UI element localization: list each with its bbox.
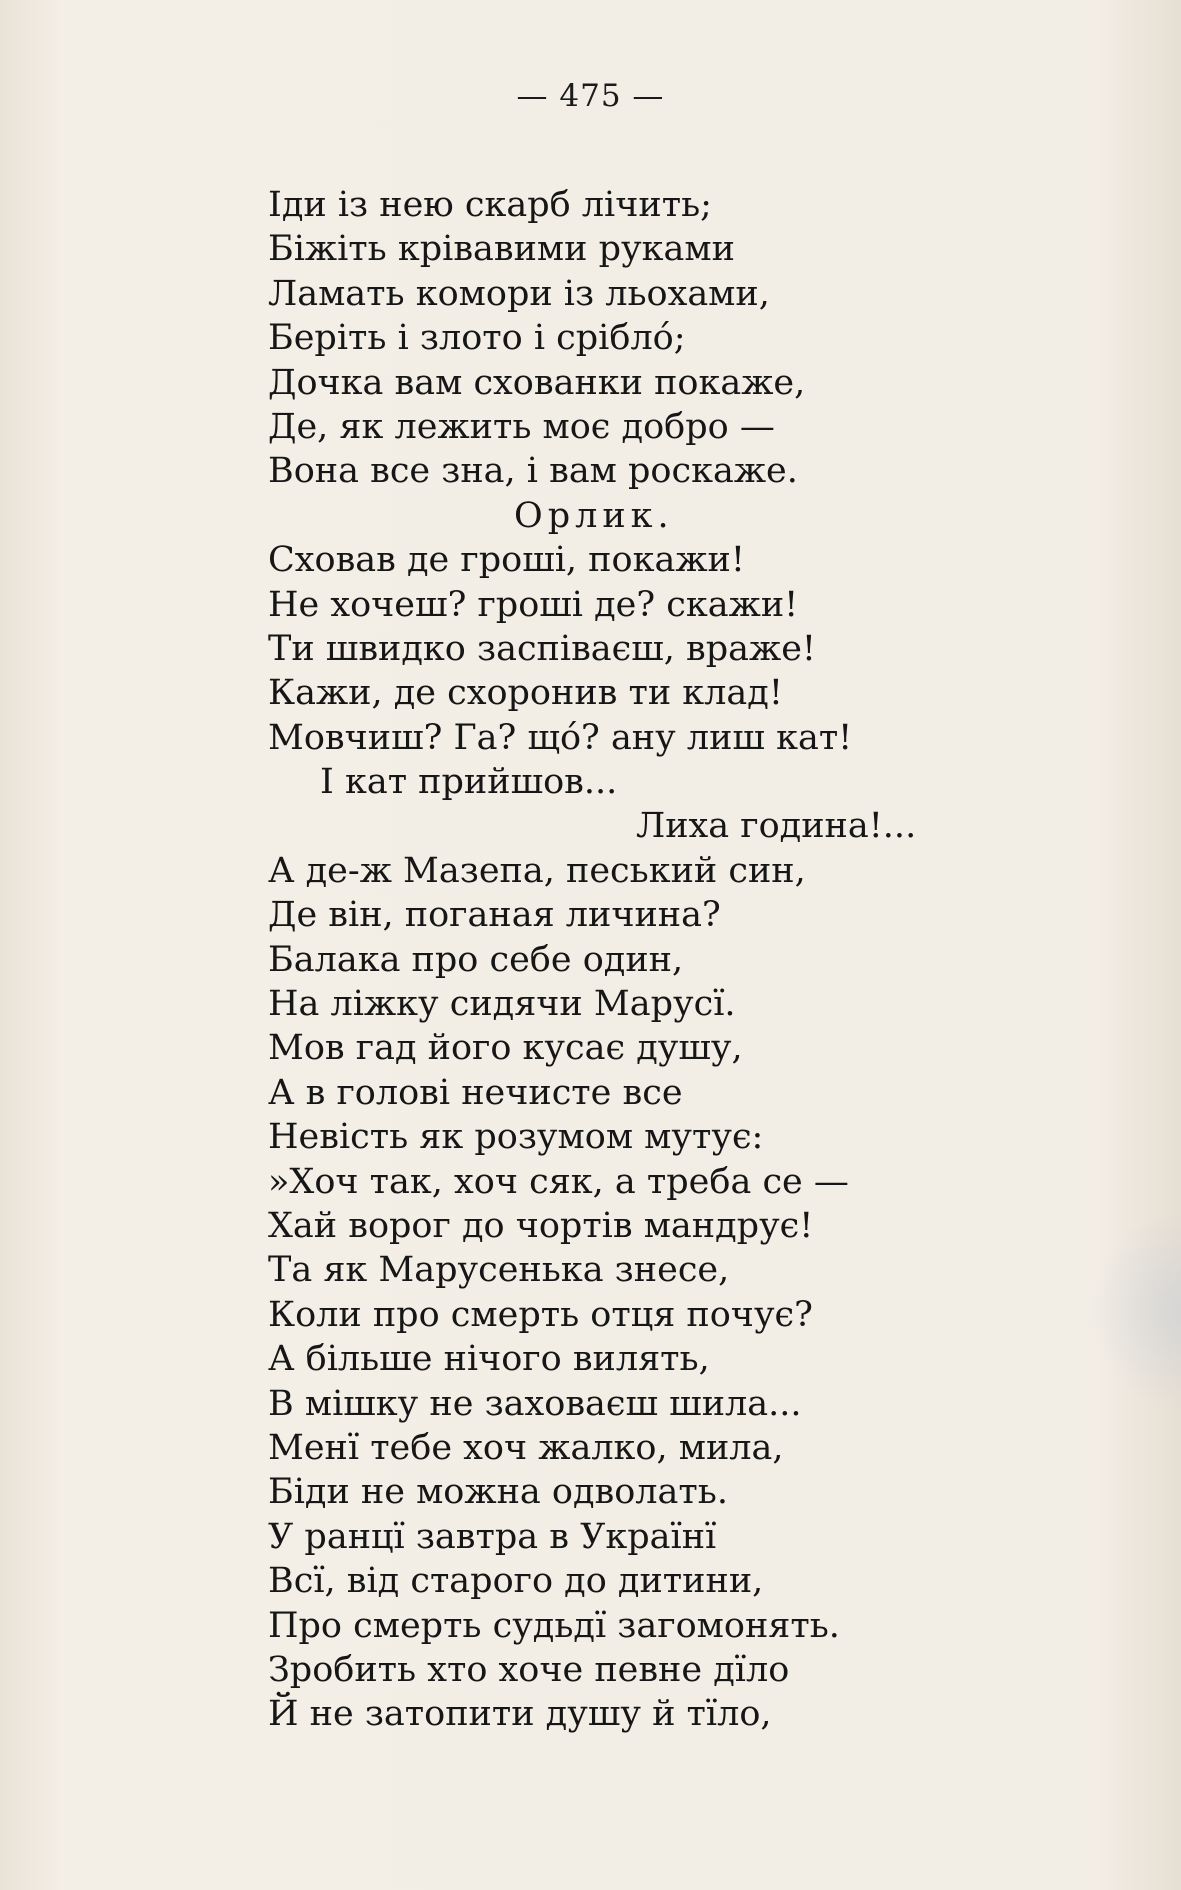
verse-line: Вона все зна, і вам роскаже. xyxy=(268,451,798,492)
verse-line: Балака про себе один, xyxy=(268,939,684,980)
verse-line: Біжіть крівавими руками xyxy=(268,229,735,270)
verse-line: Менї тебе хоч жалко, мила, xyxy=(268,1427,784,1468)
verse-line: Ламать комори із льохами, xyxy=(268,273,770,314)
verse-line: А в голові нечисте все xyxy=(268,1072,683,1113)
verse-line: Де, як лежить моє добро — xyxy=(268,406,775,447)
verse-line: Кажи, де схоронив ти клад! xyxy=(268,673,783,714)
verse-line: Невість як розумом мутує: xyxy=(268,1117,764,1158)
verse-line: Лиха година!... xyxy=(636,806,917,847)
verse-line: Біди не можна одволать. xyxy=(268,1472,728,1513)
verse-line: В мішку не заховаєш шила... xyxy=(268,1383,802,1424)
verse-line: Беріть і злото і срібло́; xyxy=(268,318,686,359)
verse-line: На ліжку сидячи Марусї. xyxy=(268,984,736,1025)
verse-line: Мов гад його кусає душу, xyxy=(268,1028,743,1069)
page-number: — 475 — xyxy=(516,78,665,114)
verse-line: Сховав де гроші, покажи! xyxy=(268,540,745,581)
verse-line: Всї, від старого до дитини, xyxy=(268,1561,764,1602)
verse-text xyxy=(268,183,1068,1737)
verse-line: »Хоч так, хоч сяк, а треба се — xyxy=(268,1161,849,1202)
verse-line: А де-ж Мазепа, песький син, xyxy=(268,850,806,891)
verse-line: Дочка вам схованки покаже, xyxy=(268,362,806,403)
verse-line: Де він, поганая личина? xyxy=(268,895,721,936)
verse-line: А більше нічого вилять, xyxy=(268,1339,710,1380)
paper-stain xyxy=(1091,1210,1181,1410)
verse-line: Хай ворог до чортів мандрує! xyxy=(268,1205,814,1246)
verse-line: Зробить хто хоче певне дїло xyxy=(268,1649,790,1690)
verse-line: І кат прийшов... xyxy=(320,762,618,803)
verse-line: Та як Марусенька знесе, xyxy=(268,1250,730,1291)
verse-line: Й не затопити душу й тїло, xyxy=(268,1694,772,1735)
verse-line: Про смерть судьдї загомонять. xyxy=(268,1605,840,1646)
verse-line: Іди із нею скарб лічить; xyxy=(268,185,712,225)
speaker-name: Орлик. xyxy=(514,495,674,536)
verse-line: Не хочеш? гроші де? скажи! xyxy=(268,584,799,625)
verse-line: Коли про смерть отця почує? xyxy=(268,1294,813,1335)
verse-line: У ранцї завтра в Українї xyxy=(268,1516,717,1557)
verse-line: Ти швидко заспіваєш, враже! xyxy=(268,628,816,669)
verse-line: Мовчиш? Га? що́? ану лиш кат! xyxy=(268,717,853,758)
